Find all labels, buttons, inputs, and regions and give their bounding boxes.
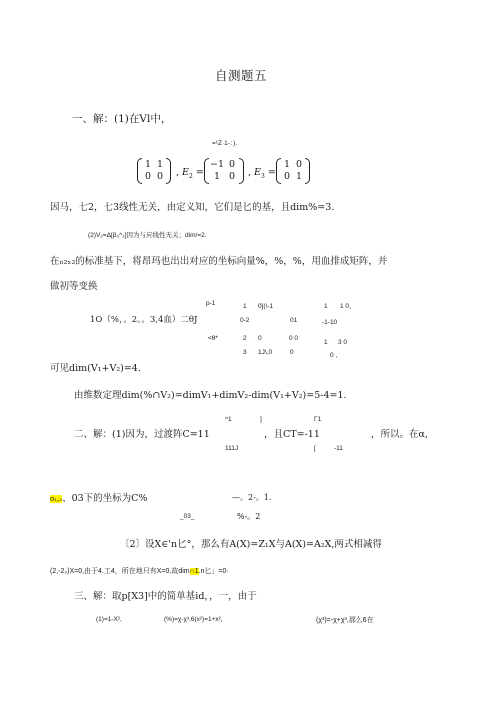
text-line: ，所以。在α,: [371, 429, 428, 440]
text-line: 由维数定理dim(%∩V₂)=dimV₁+dimV₂-dim(V₁+V₂)=5-4=1.: [74, 390, 347, 401]
matrix-block-cell: 0](\-1: [258, 303, 274, 310]
text-line: —。2-。1.: [232, 493, 272, 502]
matrix-e2-cell: 0: [228, 159, 236, 170]
matrix-block-cell: 0-2: [240, 317, 250, 324]
text-fragment: -11: [334, 445, 343, 452]
matrix-block-cell: 3: [243, 349, 247, 356]
text-line: [50, 568, 229, 575]
matrix-block-cell: -1-10: [322, 319, 338, 326]
text-line: (%)=χ-χ³,6(x²)=1+x²,: [164, 616, 223, 623]
matrix-e3: [276, 158, 310, 184]
matrix-block-cell: 0 ,: [330, 352, 338, 359]
matrix-e3-label-sub: 3: [260, 172, 265, 180]
text-fragment: [: [314, 445, 316, 452]
text-line: 因马，七2，七3线性无关，由定义知，它们是匕的基，且dim%=3.: [50, 202, 335, 213]
matrix-block-cell: 0: [258, 335, 262, 342]
text-line: 二、解：(1)因为，过渡阵C=11: [74, 429, 210, 440]
matrix-e1-cell: 0: [144, 171, 152, 182]
text-line: [50, 494, 147, 504]
text-line: 在ₙ₂ₓ₂的标准基下，将昂玛也出出对应的坐标向量%，%，%，用血排成矩阵，并: [50, 256, 388, 267]
matrix-block-cell: 1J\,0: [258, 349, 273, 356]
matrix-e2-grid: [209, 159, 239, 183]
text-line: 三、解：取p[X3]中的简单基id，，一，由于: [74, 591, 257, 602]
matrix-block-cell: 1: [324, 303, 328, 310]
matrix-e3-cell: 0: [283, 171, 291, 182]
right-paren: [305, 158, 310, 184]
matrix-block-cell: 1: [243, 303, 247, 310]
matrix-e1-cell: 0: [156, 171, 164, 182]
matrix-e2-eq: =: [195, 167, 204, 178]
matrix-e2-label-text: , E: [176, 167, 189, 178]
matrix-block-cell: 01: [290, 317, 298, 324]
matrix-e3-eq: =: [267, 167, 276, 178]
matrix-e3-cell: 1: [283, 159, 291, 170]
text-fragment: 111J: [225, 445, 239, 452]
text-fragment: ^1: [225, 416, 232, 423]
matrix-block-cell: <θ*: [208, 335, 218, 342]
right-paren: [166, 158, 171, 184]
text-line: ，且CT=-11: [264, 429, 320, 440]
matrix-e3-cell: 0: [295, 159, 303, 170]
text-fragment: Γ1: [314, 416, 322, 423]
page-title: 自测题五: [215, 68, 268, 83]
matrix-e1-cell: 1: [156, 159, 164, 170]
matrix-block-cell: 1: [324, 339, 328, 346]
problem-1-fragment: =¹Z·1-：).: [212, 140, 238, 147]
right-paren: [239, 158, 244, 184]
matrix-e1-grid: [142, 159, 166, 183]
matrix-e2-cell: 0: [228, 171, 236, 182]
matrix-e2: [204, 158, 244, 184]
matrix-block-cell: 0 0: [289, 335, 299, 342]
matrix-e2-label-sub: 2: [188, 172, 193, 180]
text-fragment: %-。2: [237, 512, 261, 521]
text-fragment: .n匕」=0·: [198, 568, 229, 575]
highlighted-text: ∩1: [189, 568, 199, 575]
text-fragment: ]: [260, 416, 262, 423]
matrix-e2-cell: −1: [209, 159, 224, 170]
matrix-block-cell: 2: [243, 335, 247, 342]
text-line: 〔2〕设X∈'n匕°，那么有A(X)=Z₁X与A(X)=A₂X,两式相减得: [120, 539, 382, 550]
problem-1-heading: 一、解：(1)在Vl中，: [72, 113, 172, 125]
text-fragment: 、03下的坐标为C%: [62, 493, 148, 504]
text-line: 可见dim(V₁+V₂)=4.: [50, 363, 141, 374]
text-fragment: (2,-2₂)X=0,由于4.工4，所在地只有X=0,故dim: [50, 568, 190, 575]
text-line: 做初等变换: [50, 281, 98, 292]
matrix-block-cell: 1 0、: [340, 303, 356, 310]
matrix-e2-cell: 1: [213, 171, 221, 182]
matrix-e3-label: [248, 167, 276, 180]
matrix-e1: [137, 158, 171, 184]
text-line: (χ³)=-χ+χ³,那么6在: [316, 617, 374, 624]
matrix-e3-cell: 1: [295, 171, 303, 182]
transform-left: 1O（%，。2。。3,4血）二θJ: [90, 315, 198, 325]
text-line: (2)V₂=Δ[β₀^₂]因为与应线性无关；dim/=2.: [88, 232, 207, 239]
matrix-block-cell: 0: [290, 349, 294, 356]
matrix-block-cell: p-1: [206, 300, 216, 307]
highlighted-text: o₁,₂: [50, 495, 63, 503]
matrix-e1-cell: 1: [144, 159, 152, 170]
matrix-e2-label: [176, 167, 204, 180]
matrix-e3-grid: [281, 159, 305, 183]
text-fragment: _03_: [180, 513, 195, 520]
matrix-e3-label-text: , E: [248, 167, 261, 178]
text-line: (1)=1-X²,: [96, 616, 122, 623]
matrix-block-cell: 3 0: [338, 339, 348, 346]
